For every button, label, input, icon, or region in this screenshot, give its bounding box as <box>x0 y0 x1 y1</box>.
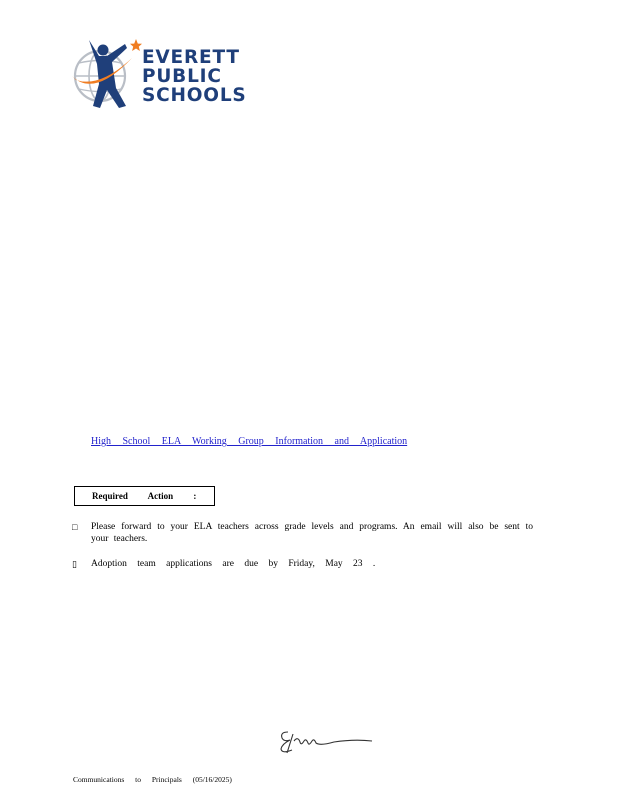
handwritten-signature-icon <box>276 726 376 756</box>
district-name <box>142 48 247 105</box>
bullet-text: Adoption team applications are due by Friday, May 23 . <box>91 559 376 569</box>
logo-line-2: PUBLIC <box>142 66 222 87</box>
logo-line-3: SCHOOLS <box>142 85 247 106</box>
person-reaching-star-globe-logo-icon <box>70 36 142 112</box>
required-action-box: Required Action : <box>74 486 215 506</box>
bullet-box-icon: ▯ <box>72 559 77 569</box>
footer-note: Communications to Principals (05/16/2025) <box>73 775 232 784</box>
district-logo <box>70 36 255 112</box>
bullet-box-icon: □ <box>72 522 78 532</box>
logo-line-1: EVERETT <box>142 47 240 68</box>
bullet-text: Please forward to your ELA teachers across grade levels and programs. An email will also be sent to your teachers. <box>91 522 533 544</box>
working-group-application-link[interactable]: High School ELA Working Group Information and Application <box>91 436 408 447</box>
